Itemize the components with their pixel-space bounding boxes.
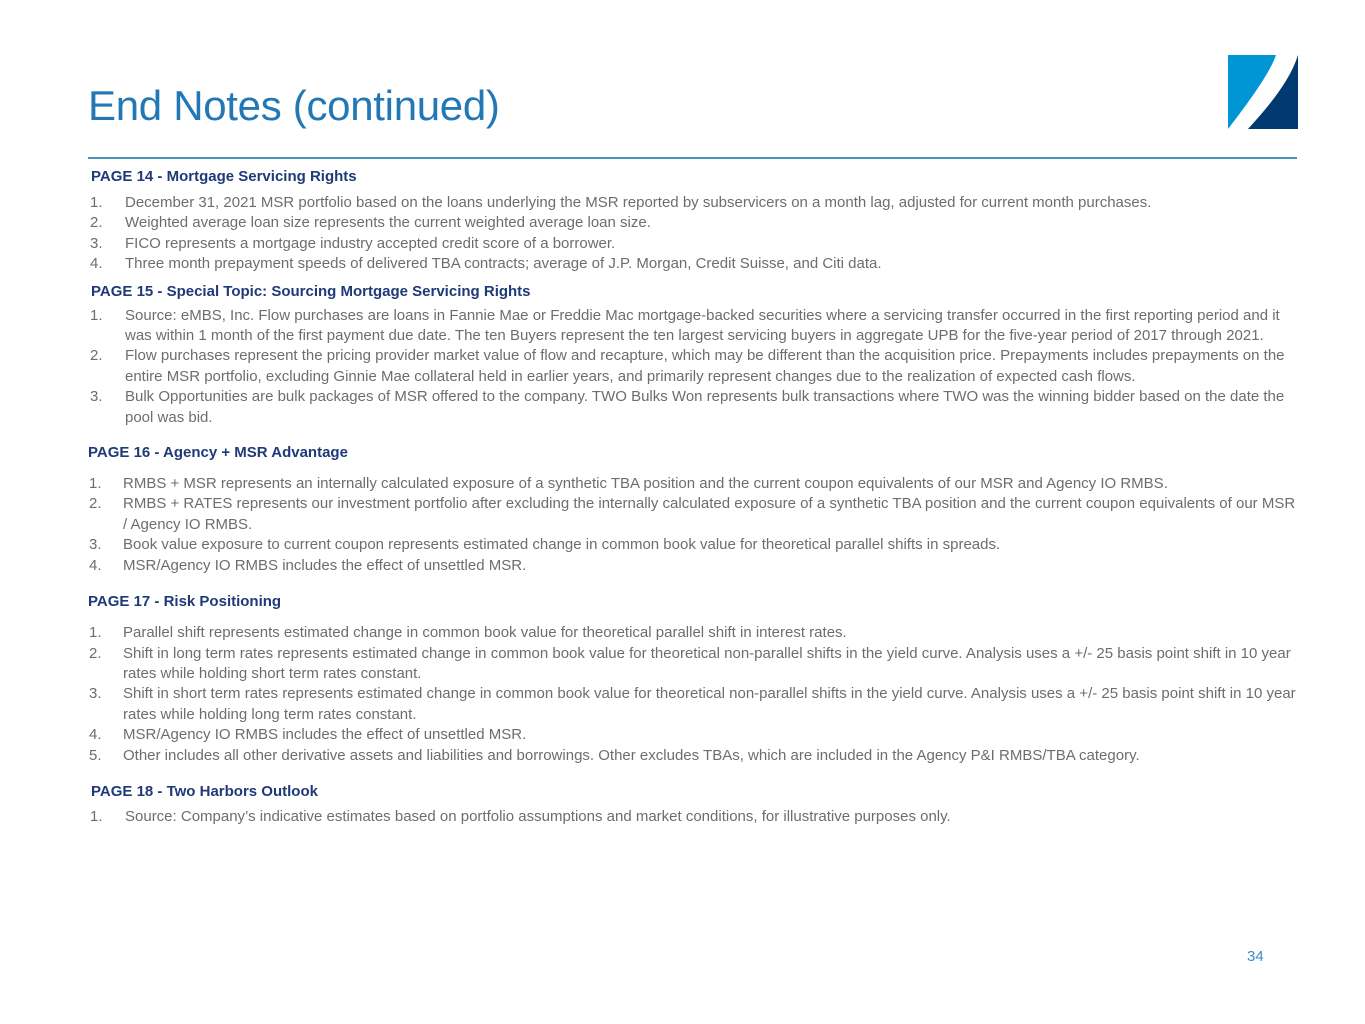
endnote-number: 3. [90,388,103,406]
endnote-item [88,306,1303,347]
endnote-item [88,213,1303,233]
endnote-number: 1. [90,194,103,211]
endnote-list [88,306,1303,428]
endnote-text: MSR/Agency IO RMBS includes the effect of unsettled MSR. [123,556,527,574]
endnote-text: FICO represents a mortgage industry accepted credit score of a borrower. [125,234,616,252]
section-heading: PAGE 16 - Agency + MSR Advantage [88,444,348,462]
endnote-list [88,623,1303,766]
endnote-number: 4. [89,726,102,744]
endnote-text: Shift in long term rates represents estimated change in common book value for theoretical non-parallel shifts in the yield curve. Analysis uses a +/- 25 basis point shift in 10 year rates while holding short term rates constant. [123,644,1291,682]
endnote-item [88,556,1303,576]
endnote-text: Flow purchases represent the pricing provider market value of flow and recapture, which may be different than the acquisition price. Prepayments includes prepayments on the entire MSR portfolio, excluding Ginnie Mae collateral held in earlier years, and primarily represent changes due to the realization of expected cash flows. [125,347,1285,385]
endnote-item [88,494,1303,535]
endnote-item [88,725,1303,745]
endnote-text: Three month prepayment speeds of delivered TBA contracts; average of J.P. Morgan, Credit Suisse, and Citi data. [125,255,882,273]
endnote-number: 3. [89,536,102,554]
endnote-list [88,474,1303,576]
endnote-text: Bulk Opportunities are bulk packages of MSR offered to the company. TWO Bulks Won represents bulk transactions where TWO was the winning bidder based on the date the pool was bid. [125,388,1285,426]
endnote-text: Source: Company’s indicative estimates based on portfolio assumptions and market conditions, for illustrative purposes only. [125,807,951,825]
endnote-text: Other includes all other derivative assets and liabilities and borrowings. Other excludes TBAs, which are included in the Agency P&I RMBS/TBA category. [123,746,1140,764]
endnote-item [88,193,1303,213]
endnote-number: 4. [90,255,103,273]
endnote-number: 2. [89,644,102,662]
endnote-text: Weighted average loan size represents the current weighted average loan size. [125,214,651,232]
endnote-number: 1. [90,306,103,324]
title-divider [88,157,1297,159]
endnote-text: Shift in short term rates represents estimated change in common book value for theoretical non-parallel shifts in the yield curve. Analysis uses a +/- 25 basis point shift in 10 year rates while holding long term rates constant. [123,685,1296,723]
endnote-section-page-18 [88,782,1303,827]
endnote-text: RMBS + RATES represents our investment portfolio after excluding the internally calculated exposure of a synthetic TBA position and the current coupon equivalents of our MSR / Agency IO RMBS. [123,495,1296,533]
endnote-item [88,346,1303,387]
section-heading: PAGE 14 - Mortgage Servicing Rights [91,168,357,185]
endnote-text: Parallel shift represents estimated change in common book value for theoretical parallel shift in interest rates. [123,624,847,642]
endnote-list [88,193,1303,275]
endnote-item [88,535,1303,555]
endnote-text: Source: eMBS, Inc. Flow purchases are loans in Fannie Mae or Freddie Mac mortgage-backed securities where a servicing transfer occurred in the first reporting period and it was within 1 month of the first payment due date. The ten Buyers represent the ten largest servicing buyers in aggregate UPB for the five-year period of 2017 through 2021. [125,306,1280,345]
section-heading: PAGE 17 - Risk Positioning [88,593,282,611]
endnote-number: 4. [89,556,102,574]
endnote-item [88,746,1303,766]
page-number: 34 [1247,948,1264,965]
endnote-section-page-17 [88,592,1303,766]
endnote-section-page-14 [88,167,1303,275]
endnote-list [88,807,1303,827]
endnote-item [88,474,1303,494]
endnotes-content [88,166,1303,827]
endnote-number: 2. [90,347,103,365]
endnote-item [88,684,1303,725]
endnote-text: RMBS + MSR represents an internally calculated exposure of a synthetic TBA position and the current coupon equivalents of our MSR and Agency IO RMBS. [123,475,1168,493]
endnote-text: MSR/Agency IO RMBS includes the effect of unsettled MSR. [123,726,527,744]
endnote-item [88,623,1303,643]
endnote-item [88,254,1303,274]
endnote-number: 2. [89,495,102,513]
endnote-item [88,234,1303,254]
endnote-number: 5. [89,746,102,764]
endnote-item [88,644,1303,685]
section-heading: PAGE 15 - Special Topic: Sourcing Mortgage Servicing Rights [91,282,531,300]
endnote-number: 3. [89,685,102,703]
section-heading: PAGE 18 - Two Harbors Outlook [91,782,318,800]
endnote-number: 2. [90,214,103,232]
endnote-number: 1. [89,475,102,493]
endnote-number: 1. [90,807,103,825]
endnote-number: 1. [89,624,102,642]
endnote-item [88,387,1303,428]
endnote-section-page-16 [88,443,1303,576]
endnote-section-page-15 [88,282,1303,428]
company-logo [1228,55,1298,129]
endnote-number: 3. [90,234,103,252]
page-title: End Notes (continued) [88,82,500,129]
endnote-item [88,807,1303,827]
endnote-text: December 31, 2021 MSR portfolio based on the loans underlying the MSR reported by subservicers on a month lag, adjusted for current month purchases. [125,194,1152,211]
endnote-text: Book value exposure to current coupon represents estimated change in common book value for theoretical parallel shifts in spreads. [123,536,1001,554]
